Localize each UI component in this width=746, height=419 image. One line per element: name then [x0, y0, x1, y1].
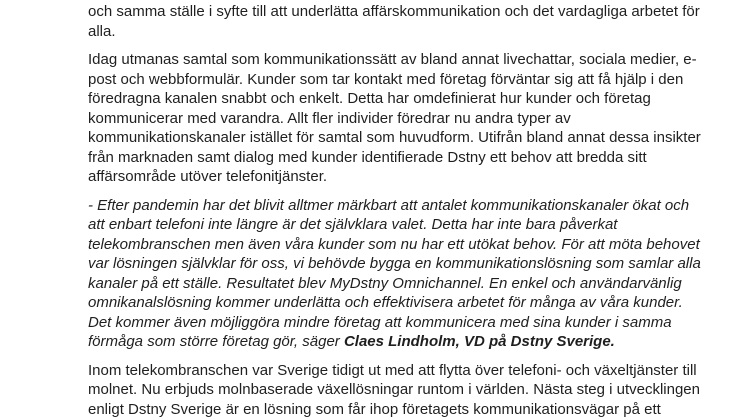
text-line: alla. [88, 22, 116, 40]
text-line: post och webbformulär. Kunder som tar kontakt med företag förväntar sig att få hjälp i den [88, 70, 684, 88]
text-line: Idag utmanas samtal som kommunikationssätt av bland annat livechattar, sociala medier, e- [88, 51, 697, 68]
text-line: Inom telekombranschen var Sverige tidigt ut med att flytta över telefoni- och växeltjänster till [88, 361, 697, 379]
quote-line: - Efter pandemin har det blivit alltmer märkbart att antalet kommunikationskanaler ökat och [88, 196, 690, 214]
quote-line: telekombranschen men även våra kunder som nu har ett utökat behov. För att möta behovet [88, 235, 700, 253]
text-line: affärsområde utöver telefonitjänster. [88, 168, 328, 185]
text-line: kommunicerar med varandra. Allt fler individer föredrar nu andra typer av [88, 109, 571, 127]
quote-line: var lösningen självklar för oss, vi behövde bygga en kommunikationslösning som samlar alla [88, 255, 701, 272]
quote-attribution-plain: förmåga som större företag gör, säger [88, 333, 344, 350]
quote-attribution-name: Claes Lindholm, VD på Dstny Sverige. [343, 333, 615, 350]
text-line: föredragna kanalen snabbt och enkelt. Detta har omdefinierat hur kunder och företag [88, 90, 651, 107]
quote-line: omnikanalslösning kommer underlätta och effektivisera arbetet för många av våra kunder. [88, 294, 683, 311]
text-line: enligt Dstny Sverige är en lösning som får ihop företagets kommunikationsvägar på ett [88, 400, 661, 418]
text-line: kommunikationskanaler istället för samtal som huvudform. Utifrån bland annat dessa insikter [88, 129, 701, 146]
paragraph-closing [88, 361, 700, 419]
quote-line: att enbart telefoni inte längre är det självklara valet. Detta har inte bara påverkat [88, 216, 618, 233]
quote-line: Det kommer även möjliggöra mindre företag att kommunicera med sina kunder i samma [88, 313, 672, 331]
quote-line: kanaler på ett ställe. Resultatet blev MyDstny Omnichannel. En enkel och användarvänlig [88, 274, 682, 292]
quote-attribution-line [88, 332, 666, 352]
text-line: från marknaden samt dialog med kunder identifierade Dstny ett behov att bredda sitt [88, 148, 647, 166]
paragraph-market-insights [88, 50, 701, 187]
quote-paragraph [88, 196, 701, 352]
paragraph-intro-continuation [88, 2, 700, 41]
text-line: och samma ställe i syfte till att underlätta affärskommunikation och det vardagliga arbetet för [88, 3, 700, 20]
text-line: molnet. Nu erbjuds molnbaserade växellösningar runtom i världen. Nästa steg i utvecklingen [88, 381, 700, 398]
